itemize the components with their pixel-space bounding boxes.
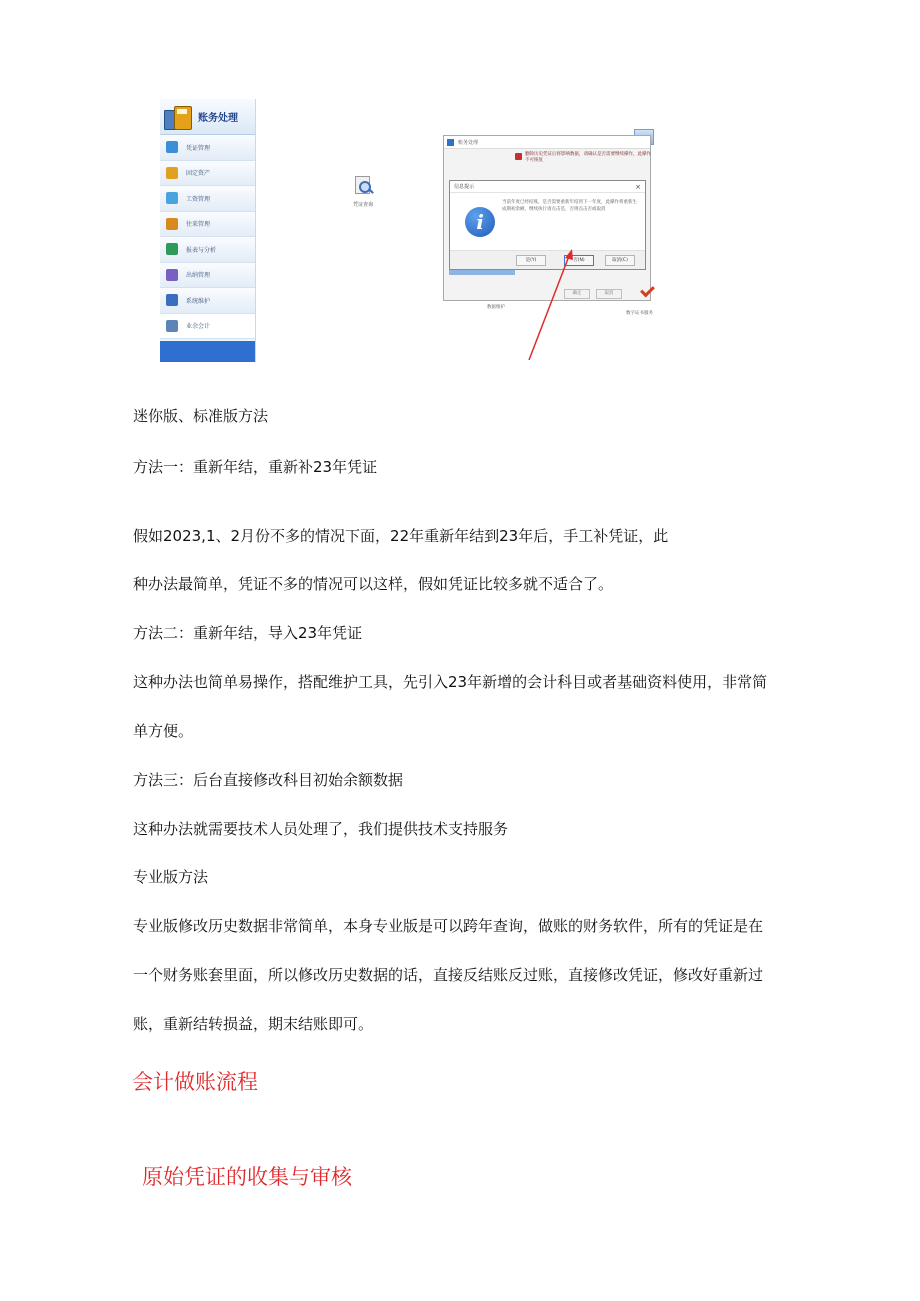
sidebar-item-maintenance[interactable]: [160, 288, 255, 314]
paragraph-method-three: 方法三：后台直接修改科目初始余额数据: [133, 771, 404, 789]
tools-icon: [166, 294, 178, 306]
sidebar-item-fixed-assets[interactable]: [160, 161, 255, 187]
voucher-icon: [166, 141, 178, 153]
sidebar-item-label: 系统维护: [186, 297, 211, 305]
sidebar-title: 账务处理: [198, 113, 238, 124]
paragraph-text: 种办法最简单，凭证不多的情况可以这样，假如凭证比较多就不适合了。: [133, 575, 614, 593]
dialog-screenshot: [443, 128, 664, 362]
sidebar-item-label: 往来管理: [186, 221, 211, 229]
paragraph-pro-method: 专业版方法: [133, 868, 209, 886]
no-button[interactable]: 否(N): [564, 255, 594, 266]
sidebar-item-receivables[interactable]: [160, 212, 255, 238]
sidebar-header: [160, 99, 255, 135]
coins-icon: [166, 218, 178, 230]
red-arrow: [443, 128, 664, 362]
paragraph-text: 这种办法就需要技术人员处理了，我们提供技术支持服务: [133, 820, 509, 838]
accounting-sidebar-screenshot: [160, 99, 256, 362]
info-icon: i: [465, 207, 495, 237]
cashier-icon: [166, 269, 178, 281]
sidebar-item-label: 工资管理: [186, 195, 211, 203]
outer-cancel-button[interactable]: 取消: [596, 289, 622, 299]
sidebar-item-cashier[interactable]: [160, 263, 255, 289]
sidebar-item-label: 固定资产: [186, 170, 211, 178]
report-icon: [166, 243, 178, 255]
voucher-query-tool[interactable]: [346, 176, 380, 216]
paragraph-text: 单方便。: [133, 722, 194, 740]
close-icon[interactable]: ×: [635, 182, 641, 191]
paragraph-text: 专业版修改历史数据非常简单，本身专业版是可以跨年查询，做账的财务软件，所有的凭证是在: [133, 917, 764, 935]
sidebar-item-reports[interactable]: [160, 237, 255, 263]
sidebar-item-payroll[interactable]: [160, 186, 255, 212]
magnifier-icon: [354, 176, 372, 196]
info-dialog-message: 当前年度已经结账，是否需要重新年结到下一年度，此操作将重新生成期初余额，继续执行请点击是，否则点击否或取消: [502, 200, 637, 212]
paragraph-text: 这种办法也简单易操作，搭配维护工具，先引入23年新增的会计科目或者基础资料使用，非常简: [133, 673, 768, 691]
cancel-button[interactable]: 取消(C): [605, 255, 635, 266]
query-tool-label: 凭证查询: [352, 202, 373, 208]
paragraph-method-one: 方法一：重新年结，重新补23年凭证: [133, 458, 378, 476]
sidebar-item-label: 业余会计: [186, 323, 211, 331]
caption-right: 数字证书服务: [626, 311, 653, 316]
sidebar-footer: [160, 341, 255, 362]
outer-warning-text: 删除历史凭证后将影响数据，请确认是否需要继续操作，此操作不可恢复: [525, 152, 651, 163]
payroll-icon: [166, 192, 178, 204]
heading-accounting-process: 会计做账流程: [132, 1070, 258, 1094]
sidebar-item-label: 报表与分析: [186, 246, 217, 254]
heading-original-voucher: 原始凭证的收集与审核: [142, 1165, 352, 1189]
sidebar-item-label: 出纳管理: [186, 272, 211, 280]
monitor-icon: [166, 320, 178, 332]
yes-button[interactable]: 是(Y): [516, 255, 546, 266]
sidebar-item-voucher[interactable]: [160, 135, 255, 161]
paragraph-text: 假如2023,1、2月份不多的情况下面，22年重新年结到23年后，手工补凭证，此: [133, 527, 669, 545]
sidebar-item-amateur-accounting[interactable]: [160, 314, 255, 340]
fixed-assets-icon: [166, 167, 178, 179]
paragraph-text: 一个财务账套里面，所以修改历史数据的话，直接反结账反过账，直接修改凭证，修改好重新过: [133, 966, 764, 984]
outer-window-title: 账务处理: [458, 139, 479, 146]
paragraph-mini-standard: 迷你版、标准版方法: [133, 407, 269, 425]
paragraph-text: 账，重新结转损益，期末结账即可。: [133, 1015, 374, 1033]
paragraph-method-two: 方法二：重新年结，导入23年凭证: [133, 624, 363, 642]
caption-left: 数据维护: [487, 305, 505, 310]
info-dialog-title: 信息提示: [454, 184, 475, 190]
sidebar-item-label: 凭证管理: [186, 144, 211, 152]
calculator-book-icon: [164, 104, 194, 130]
ok-button[interactable]: 确定: [564, 289, 590, 299]
